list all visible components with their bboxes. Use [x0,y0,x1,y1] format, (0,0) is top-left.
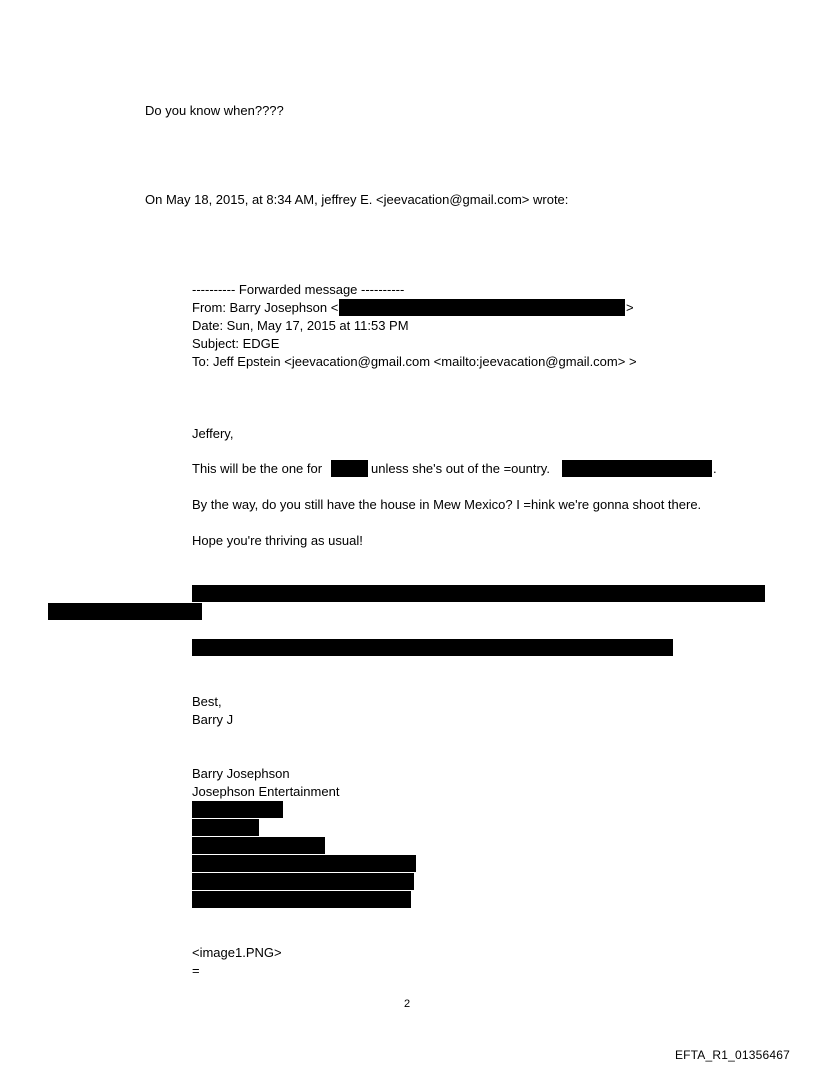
body-line-1b: unless she's out of the =ountry. [371,461,550,476]
attachment-placeholder: <image1.PNG> [192,945,282,960]
trailing-char: = [192,963,200,978]
sender-short-name: Barry J [192,712,234,727]
redaction-signature-2 [192,819,259,836]
from-line: From: Barry Josephson < [192,300,339,315]
to-line: To: Jeff Epstein <jeevacation@gmail.com <mailto:jeevacation@gmail.com> > [192,354,637,369]
closing: Best, [192,694,222,709]
date-line: Date: Sun, May 17, 2015 at 11:53 PM [192,318,409,333]
bates-number: EFTA_R1_01356467 [674,1048,790,1062]
redaction-signature-6 [192,891,411,908]
body-line-3: Hope you're thriving as usual! [192,533,363,548]
redaction-signature-4 [192,855,416,872]
forwarded-separator: ---------- Forwarded message ---------- [192,282,405,297]
redaction-from-email [339,299,625,316]
redaction-signature-5 [192,873,414,890]
redaction-name [331,460,368,477]
reply-header: On May 18, 2015, at 8:34 AM, jeffrey E. <jeevacation@gmail.com> wrote: [145,192,569,207]
from-line-end: > [626,300,634,315]
redaction-sentence [562,460,712,477]
signature-company: Josephson Entertainment [192,784,340,799]
greeting: Jeffery, [192,426,234,441]
body-line-1c: . [713,461,717,476]
subject-line: Subject: EDGE [192,336,280,351]
page-number: 2 [404,998,411,1010]
redaction-block-1-overflow [48,603,202,620]
redaction-signature-3 [192,837,325,854]
redaction-signature-1 [192,801,283,818]
redaction-block-1 [192,585,765,602]
redaction-block-2 [192,639,673,656]
body-line-2: By the way, do you still have the house in Mew Mexico? I =hink we're gonna shoot there. [192,497,702,512]
question-line: Do you know when???? [145,103,284,118]
body-line-1a: This will be the one for [192,461,323,476]
signature-name: Barry Josephson [192,766,290,781]
